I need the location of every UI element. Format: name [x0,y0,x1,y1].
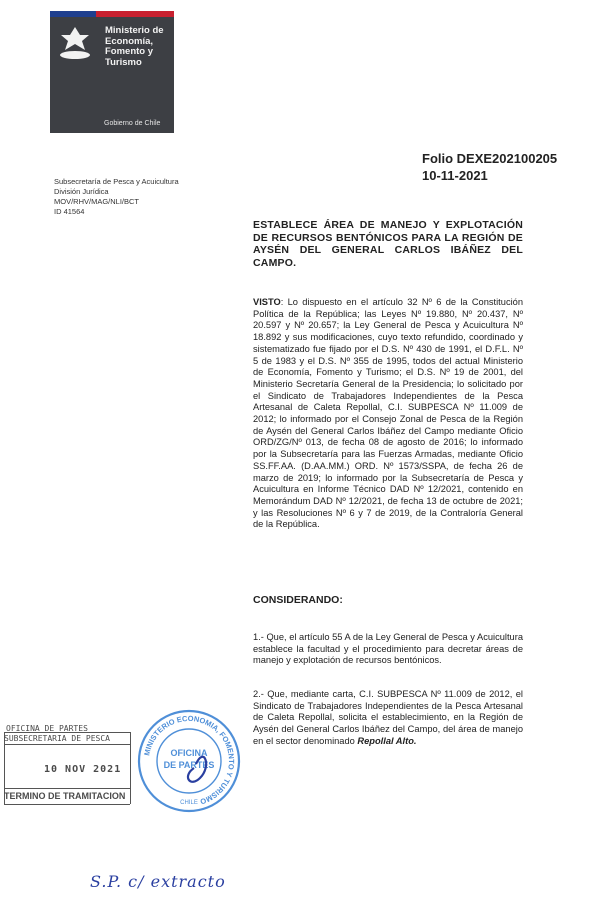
considerando-heading: CONSIDERANDO: [253,594,343,606]
stamp-office-line-2: SUBSECRETARIA DE PESCA [4,734,110,743]
seal-center-line-1: OFICINA [170,748,208,758]
stamp-status: TERMINO DE TRAMITACION [4,791,126,801]
folio-number: Folio DEXE202100205 [422,151,558,166]
government-label: Gobierno de Chile [104,120,161,127]
seal-center-line-2: DE PARTES [163,760,215,770]
office-line-3: MOV/RHV/MAG/NLI/BCT [54,197,140,206]
visto-label: VISTO [253,297,281,307]
office-block [54,177,179,217]
visto-text: : Lo dispuesto en el artículo 32 Nº 6 de la Constitución Política de la República; las Leyes Nº 19.880, Nº 20.437, Nº 20.597 y Nº 20.657; la Ley General de Pesca y Acuicultura Nº 18.892 y sus modificaciones, cuyo texto refundido, coordinado y sistematizado fue fijado por el D.S. Nº 430 de 1991, el D.F.L. Nº 5 de 1983 y el D.S. Nº 355 de 1995, todos del actual Ministerio de Economía, Fomento y Turismo; el D.S. Nº 19 de 2001, del Ministerio Secretaría General de la Presidencia; lo solicitado por el Sindicato de Trabajadores Independientes de la Pesca Artesanal de Caleta Repollal, C.I. SUBPESCA Nº 11.009 de 2012; lo informado por el Consejo Zonal de Pesca de la Región de Aysén del General Carlos Ibáñez del Campo mediante Oficio ORD/ZG/Nº 013, de fecha 08 de agosto de 2016; lo informado por la Subsecretaría para las Fuerzas Armadas, mediante Oficio SS.FF.AA. (D.AA.MM.) ORD. Nº 1573/SSPA, de fecha 26 de marzo de 2019; lo informado por la Subsecretaría de Pesca y Acuicultura en Informe Técnico DAD Nº 12/2021, contenido en Memorándum DAD Nº 12/2021, de fecha 13 de octubre de 2021; y las Resoluciones Nº 6 y 7 de 2019, de la Contraloría General de la República. [253,297,523,530]
ministry-name: Ministerio de Economía, Fomento y Turismo [105,25,164,68]
office-line-1: Subsecretaría de Pesca y Acuicultura [54,177,179,186]
coat-of-arms-icon [56,25,94,61]
office-line-2: División Jurídica [54,187,109,196]
government-logo [50,11,174,133]
stamp-office-line-1: OFICINA DE PARTES [6,724,88,733]
office-line-4: ID 41564 [54,207,85,216]
stamp-date: 10 NOV 2021 [44,764,122,775]
office-stamp [4,724,132,812]
flag-stripe-blue [50,11,96,17]
considerando-item-2 [253,689,523,748]
seal-bottom-text: CHILE [180,800,198,806]
round-seal-stamp [134,706,244,816]
document-title: ESTABLECE ÁREA DE MANEJO Y EXPLOTACIÓN DE RECURSOS BENTÓNICOS PARA LA REGIÓN DE AYSÉN DEL GENERAL CARLOS IBÁÑEZ DEL CAMPO. [253,219,523,269]
considerando-item-1: 1.- Que, el artículo 55 A de la Ley General de Pesca y Acuicultura establece la facultad y el procedimiento para decretar áreas de manejo y explotación de recursos bentónicos. [253,632,523,666]
item-2-place: Repollal Alto. [357,735,417,746]
handwritten-note: S.P. c/ extracto [90,872,226,891]
item-2-text: 2.- Que, mediante carta, C.I. SUBPESCA Nº 11.009 de 2012, el Sindicato de Trabajadores Independientes de la Pesca Artesanal de Caleta Repollal, solicita el establecimiento, en la Región de Aysén del General Carlos Ibáñez del Campo, del área de manejo en el sector denominado [253,689,523,746]
flag-stripe-red [96,11,174,17]
folio-date: 10-11-2021 [422,168,488,183]
folio-block [422,150,557,184]
seal-ring-text: MINISTERIO ECONOMIA, FOMENTO Y TURISMO [142,713,237,807]
visto-paragraph [253,297,523,531]
